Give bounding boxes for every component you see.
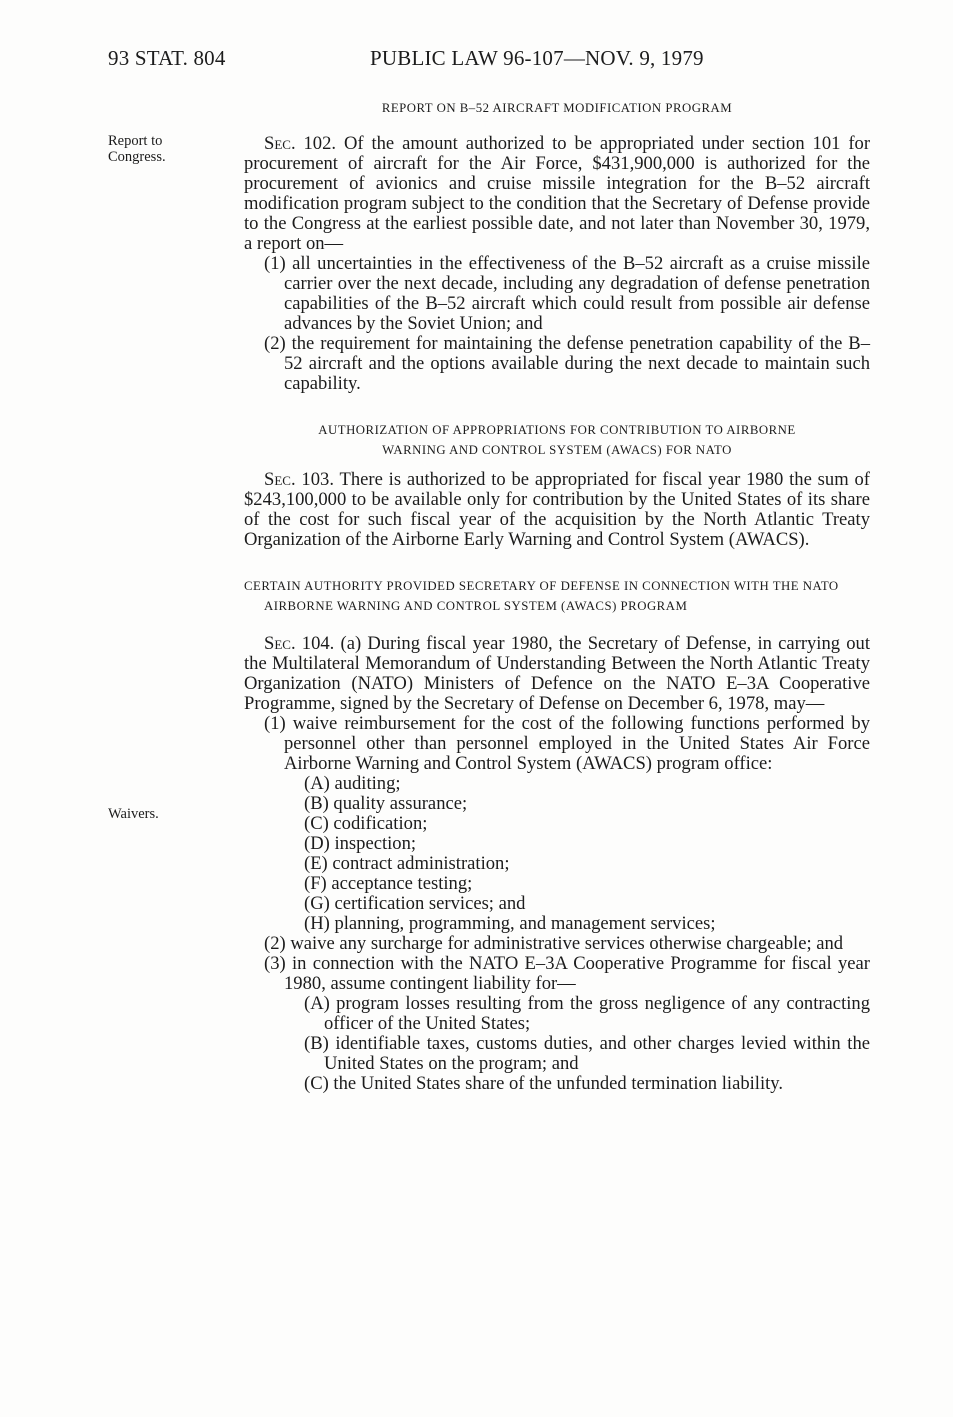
liability-item: (A) program losses resulting from the gross negligence of any contracting officer of the United States; <box>304 993 870 1034</box>
function-item: (G) certification services; and <box>304 893 526 914</box>
section-102-heading: REPORT ON B–52 AIRCRAFT MODIFICATION PROGRAM <box>381 101 733 115</box>
section-104-item-3: (3) in connection with the NATO E–3A Cooperative Programme for fiscal year 1980, assume contingent liability for— <box>264 953 870 994</box>
function-item: (D) inspection; <box>304 833 417 854</box>
section-102-item-2: (2) the requirement for maintaining the defense penetration capability of the B–52 aircraft and the options available during the next decade to maintain such capability. <box>264 333 870 394</box>
margin-note-line: Report to <box>108 133 163 149</box>
heading-line: AUTHORIZATION OF APPROPRIATIONS FOR CONTRIBUTION TO AIRBORNE <box>318 423 796 437</box>
function-item: (E) contract administration; <box>304 853 510 874</box>
function-item: (H) planning, programming, and management services; <box>304 913 716 934</box>
function-item: (A) auditing; <box>304 773 401 794</box>
section-103-heading <box>244 420 870 460</box>
heading-line: WARNING AND CONTROL SYSTEM (AWACS) FOR NATO <box>382 443 732 457</box>
section-label: Sec. 103. <box>264 469 334 490</box>
margin-note-line: Congress. <box>108 149 166 165</box>
section-104-heading: CERTAIN AUTHORITY PROVIDED SECRETARY OF DEFENSE IN CONNECTION WITH THE NATO AIRBORNE WARNING AND CONTROL SYSTEM (AWACS) PROGRAM <box>244 579 839 613</box>
public-law-title: PUBLIC LAW 96-107—NOV. 9, 1979 <box>370 46 704 70</box>
section-body: There is authorized to be appropriated for fiscal year 1980 the sum of $243,100,000 to be available only for contribution by the United States of its share of the cost for such fiscal year of the acquisition by the North Atlantic Treaty Organization of the Airborne Early Warning and Control System (AWACS). <box>244 469 870 550</box>
margin-note-waivers: Waivers. <box>108 806 159 822</box>
page-header <box>108 46 868 76</box>
section-label: Sec. 102. <box>264 133 337 154</box>
liability-item: (B) identifiable taxes, customs duties, and other charges levied within the United States on the program; and <box>304 1033 870 1074</box>
section-body: Of the amount authorized to be appropriated under section 101 for procurement of aircraft for the Air Force, $431,900,000 is authorized for the procurement of avionics and cruise missile integration for the B–52 aircraft modification program subject to the condition that the Secretary of Defense provide to the Congress at the earliest possible date, and not later than November 30, 1979, a report on— <box>244 133 871 254</box>
margin-note-report <box>108 133 166 165</box>
function-item: (C) codification; <box>304 813 428 834</box>
section-104-item-2: (2) waive any surcharge for administrative services otherwise chargeable; and <box>264 933 844 954</box>
section-103-text <box>244 470 870 550</box>
section-label: Sec. 104. <box>264 633 335 654</box>
liability-item: (C) the United States share of the unfunded termination liability. <box>304 1073 784 1094</box>
section-102-item-1: (1) all uncertainties in the effectiveness of the B–52 aircraft as a cruise missile carrier over the next decade, including any degradation of defense penetration capabilities of the B–52 aircraft which could result from possible air defense advances by the Soviet Union; and <box>264 253 870 334</box>
function-item: (F) acceptance testing; <box>304 873 473 894</box>
section-104-text <box>244 634 870 714</box>
function-item: (B) quality assurance; <box>304 793 468 814</box>
section-102-text <box>244 134 870 254</box>
document-body <box>244 98 870 1094</box>
statute-page-number: 93 STAT. 804 <box>108 46 226 70</box>
section-104-item-1: (1) waive reimbursement for the cost of the following functions performed by personnel other than personnel employed in the United States Air Force Airborne Warning and Control System (AWACS) program office: <box>264 713 870 774</box>
section-body: (a) During fiscal year 1980, the Secretary of Defense, in carrying out the Multilateral Memorandum of Understanding Between the North Atlantic Treaty Organization (NATO) Ministers of Defence on the NATO E–3A Cooperative Programme, signed by the Secretary of Defense on December 6, 1978, may— <box>244 633 871 714</box>
